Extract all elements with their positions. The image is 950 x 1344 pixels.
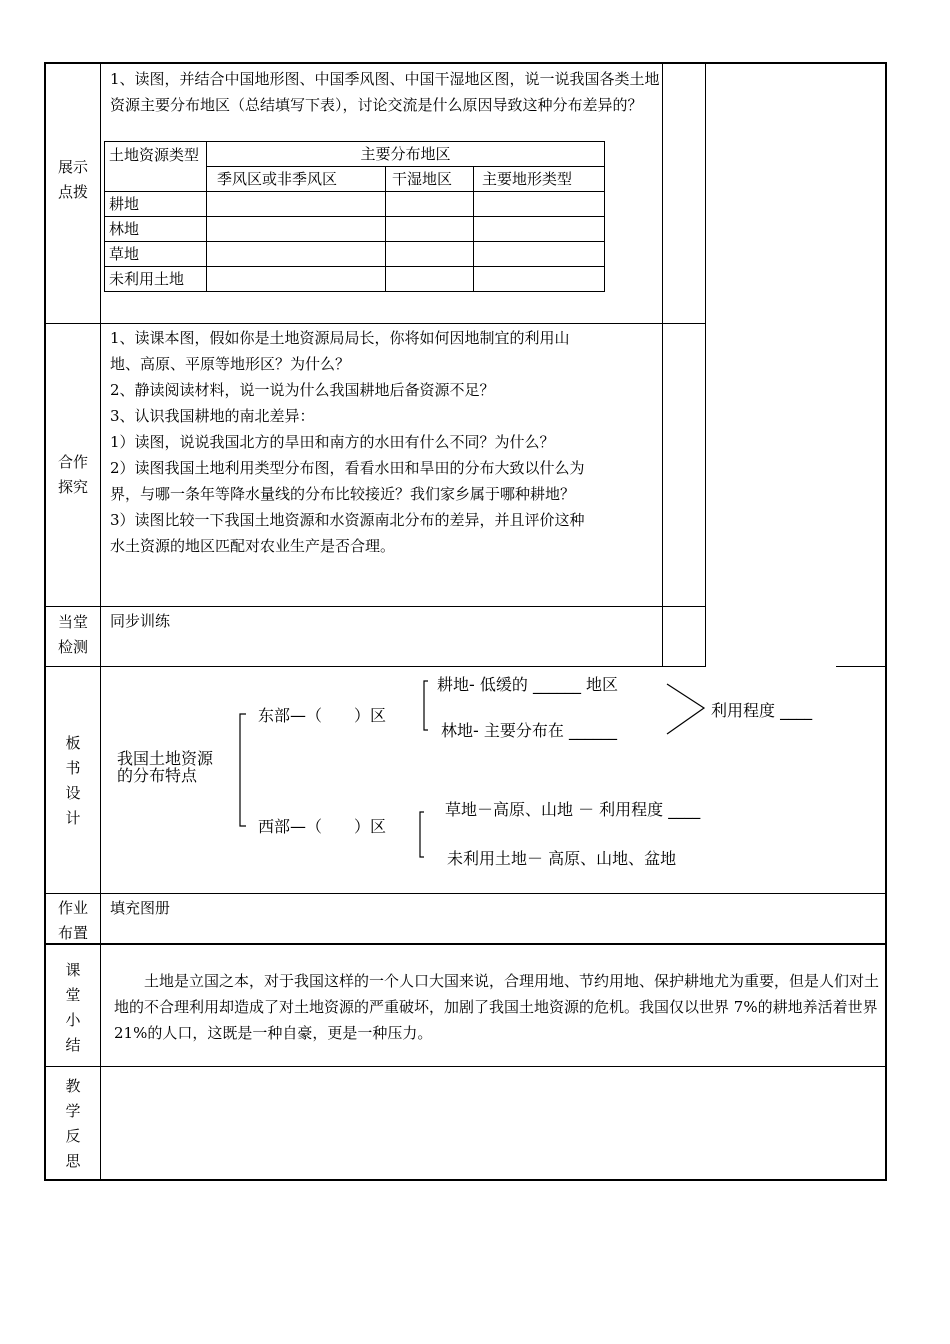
- label-xiaojie-4: 结: [65, 1036, 81, 1054]
- row-label: 未利用土地: [105, 267, 207, 292]
- hezuo-line: 3）读图比较一下我国土地资源和水资源南北分布的差异，并且评价这种: [110, 511, 585, 529]
- bracket-root: [240, 714, 246, 826]
- label-xiaojie-2: 堂: [65, 986, 81, 1004]
- zhanshi-question: 1、读图，并结合中国地形图、中国季风图、中国干湿地区图，说一说我国各类土地资源主要分布地区（总结填写下表），讨论交流是什么原因导致这种分布差异的？: [110, 70, 660, 114]
- hezuo-line: 地、高原、平原等地形区？为什么？: [110, 355, 351, 373]
- label-xiaojie-1: 课: [65, 961, 81, 979]
- hezuo-line: 3、认识我国耕地的南北差异：: [110, 407, 315, 425]
- row-label: 林地: [105, 217, 207, 242]
- label-zhanshi-line1: 展示: [57, 158, 88, 176]
- hezuo-line: 2）读图我国土地利用类型分布图，看看水田和旱田的分布大致以什么为: [110, 459, 585, 477]
- label-zuoye-line1: 作业: [57, 899, 88, 917]
- subheader-dry-wet: 干湿地区: [386, 167, 474, 192]
- label-zuoye-line2: 布置: [57, 924, 88, 942]
- label-jiance-line2: 检测: [57, 638, 88, 656]
- label-banshu-1: 板: [65, 734, 81, 752]
- hezuo-line: 2、静读阅读材料，说一说为什么我国耕地后备资源不足？: [110, 381, 495, 399]
- label-fansi-2: 学: [65, 1102, 81, 1120]
- label-hezuo-line1: 合作: [57, 453, 88, 471]
- board-use-east: 利用程度 ____: [711, 701, 813, 720]
- board-west: 西部—（ ）区: [258, 817, 387, 836]
- label-banshu-4: 计: [65, 809, 81, 827]
- header-main-region: 主要分布地区: [207, 142, 605, 167]
- label-fansi: [46, 1074, 100, 1174]
- board-caodi: 草地－高原、山地 － 利用程度 ____: [445, 800, 701, 819]
- hezuo-line: 界，与哪一条年等降水量线的分布比较接近？我们家乡属于哪种耕地？: [110, 485, 576, 503]
- summary-paragraph: 土地是立国之本，对于我国这样的一个人口大国来说，合理用地、节约用地、保护耕地尤为重要，但是人们对土地的不合理利用却造成了对土地资源的严重破坏，加剧了我国土地资源的危机。我国仅以世界 7%的耕地养活着世界 21%的人口，这既是一种自豪，更是一种压力。: [114, 972, 880, 1042]
- row-label: 耕地: [105, 192, 207, 217]
- bracket-west: [420, 812, 424, 857]
- label-banshu-3: 设: [65, 784, 81, 802]
- header-land-type: 土地资源类型: [105, 142, 207, 192]
- board-lindi: 林地- 主要分布在 ______: [441, 721, 617, 740]
- board-root-line2: 的分布特点: [117, 766, 198, 785]
- label-zhanshi-line2: 点拨: [57, 183, 88, 201]
- label-hezuo-line2: 探究: [57, 478, 88, 496]
- hezuo-line: 1、读课本图，假如你是土地资源局局长，你将如何因地制宜的利用山: [110, 329, 570, 347]
- board-root-line1: 我国土地资源: [117, 749, 214, 768]
- hezuo-line: 水土资源的地区匹配对农业生产是否合理。: [110, 537, 396, 555]
- hezuo-line: 1）读图，说说我国北方的旱田和南方的水田有什么不同？为什么？: [110, 433, 555, 451]
- row-label: 草地: [105, 242, 207, 267]
- jiance-content: 同步训练: [110, 612, 171, 630]
- label-banshu-2: 书: [65, 759, 81, 777]
- board-weiliyong: 未利用土地－ 高原、山地、盆地: [447, 849, 677, 868]
- xiaojie-content: [114, 968, 880, 1046]
- label-xiaojie-3: 小: [65, 1011, 81, 1029]
- bracket-east: [424, 681, 428, 730]
- arrow-merge: [667, 684, 704, 734]
- label-zuoye: [46, 896, 100, 946]
- label-xiaojie: [46, 958, 100, 1058]
- label-fansi-4: 思: [65, 1152, 81, 1170]
- subheader-monsoon: 季风区或非季风区: [207, 167, 386, 192]
- board-gengdi: 耕地- 低缓的 ______ 地区: [437, 675, 619, 694]
- board-east: 东部—（ ）区: [258, 706, 387, 725]
- label-jiance-line1: 当堂: [57, 613, 88, 631]
- subheader-terrain: 主要地形类型: [474, 167, 605, 192]
- zuoye-content: 填充图册: [110, 899, 171, 917]
- label-fansi-3: 反: [65, 1127, 81, 1145]
- label-fansi-1: 教: [65, 1077, 81, 1095]
